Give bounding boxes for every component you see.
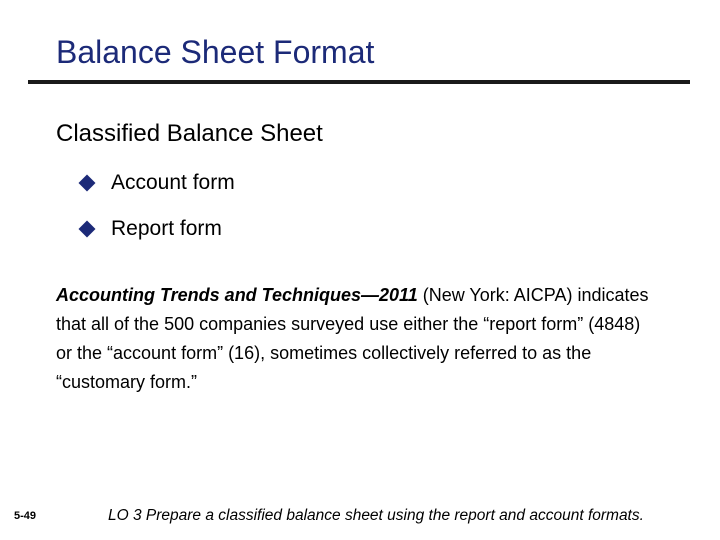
bullet-list [78, 168, 235, 260]
section-heading: Classified Balance Sheet [56, 120, 323, 147]
bullet-label: Account form [111, 171, 235, 194]
bullet-item-report-form [78, 214, 235, 244]
title-divider [28, 80, 690, 84]
paragraph-text: (New York: AICPA) indicates that all of the 500 companies surveyed use either the “report form” (4848) or the “account form” (16), sometimes collectively referred to as the “customary form.” [56, 285, 649, 392]
body-paragraph [56, 281, 656, 397]
page-number: 5-49 [14, 510, 37, 522]
diamond-bullet-icon [79, 175, 96, 192]
bullet-label: Report form [111, 217, 222, 240]
learning-objective: LO 3 Prepare a classified balance sheet using the report and account formats. [108, 507, 644, 524]
citation-title: Accounting Trends and Techniques—2011 [56, 285, 418, 305]
slide-title: Balance Sheet Format [56, 34, 375, 70]
bullet-item-account-form [78, 168, 235, 198]
diamond-bullet-icon [79, 221, 96, 238]
